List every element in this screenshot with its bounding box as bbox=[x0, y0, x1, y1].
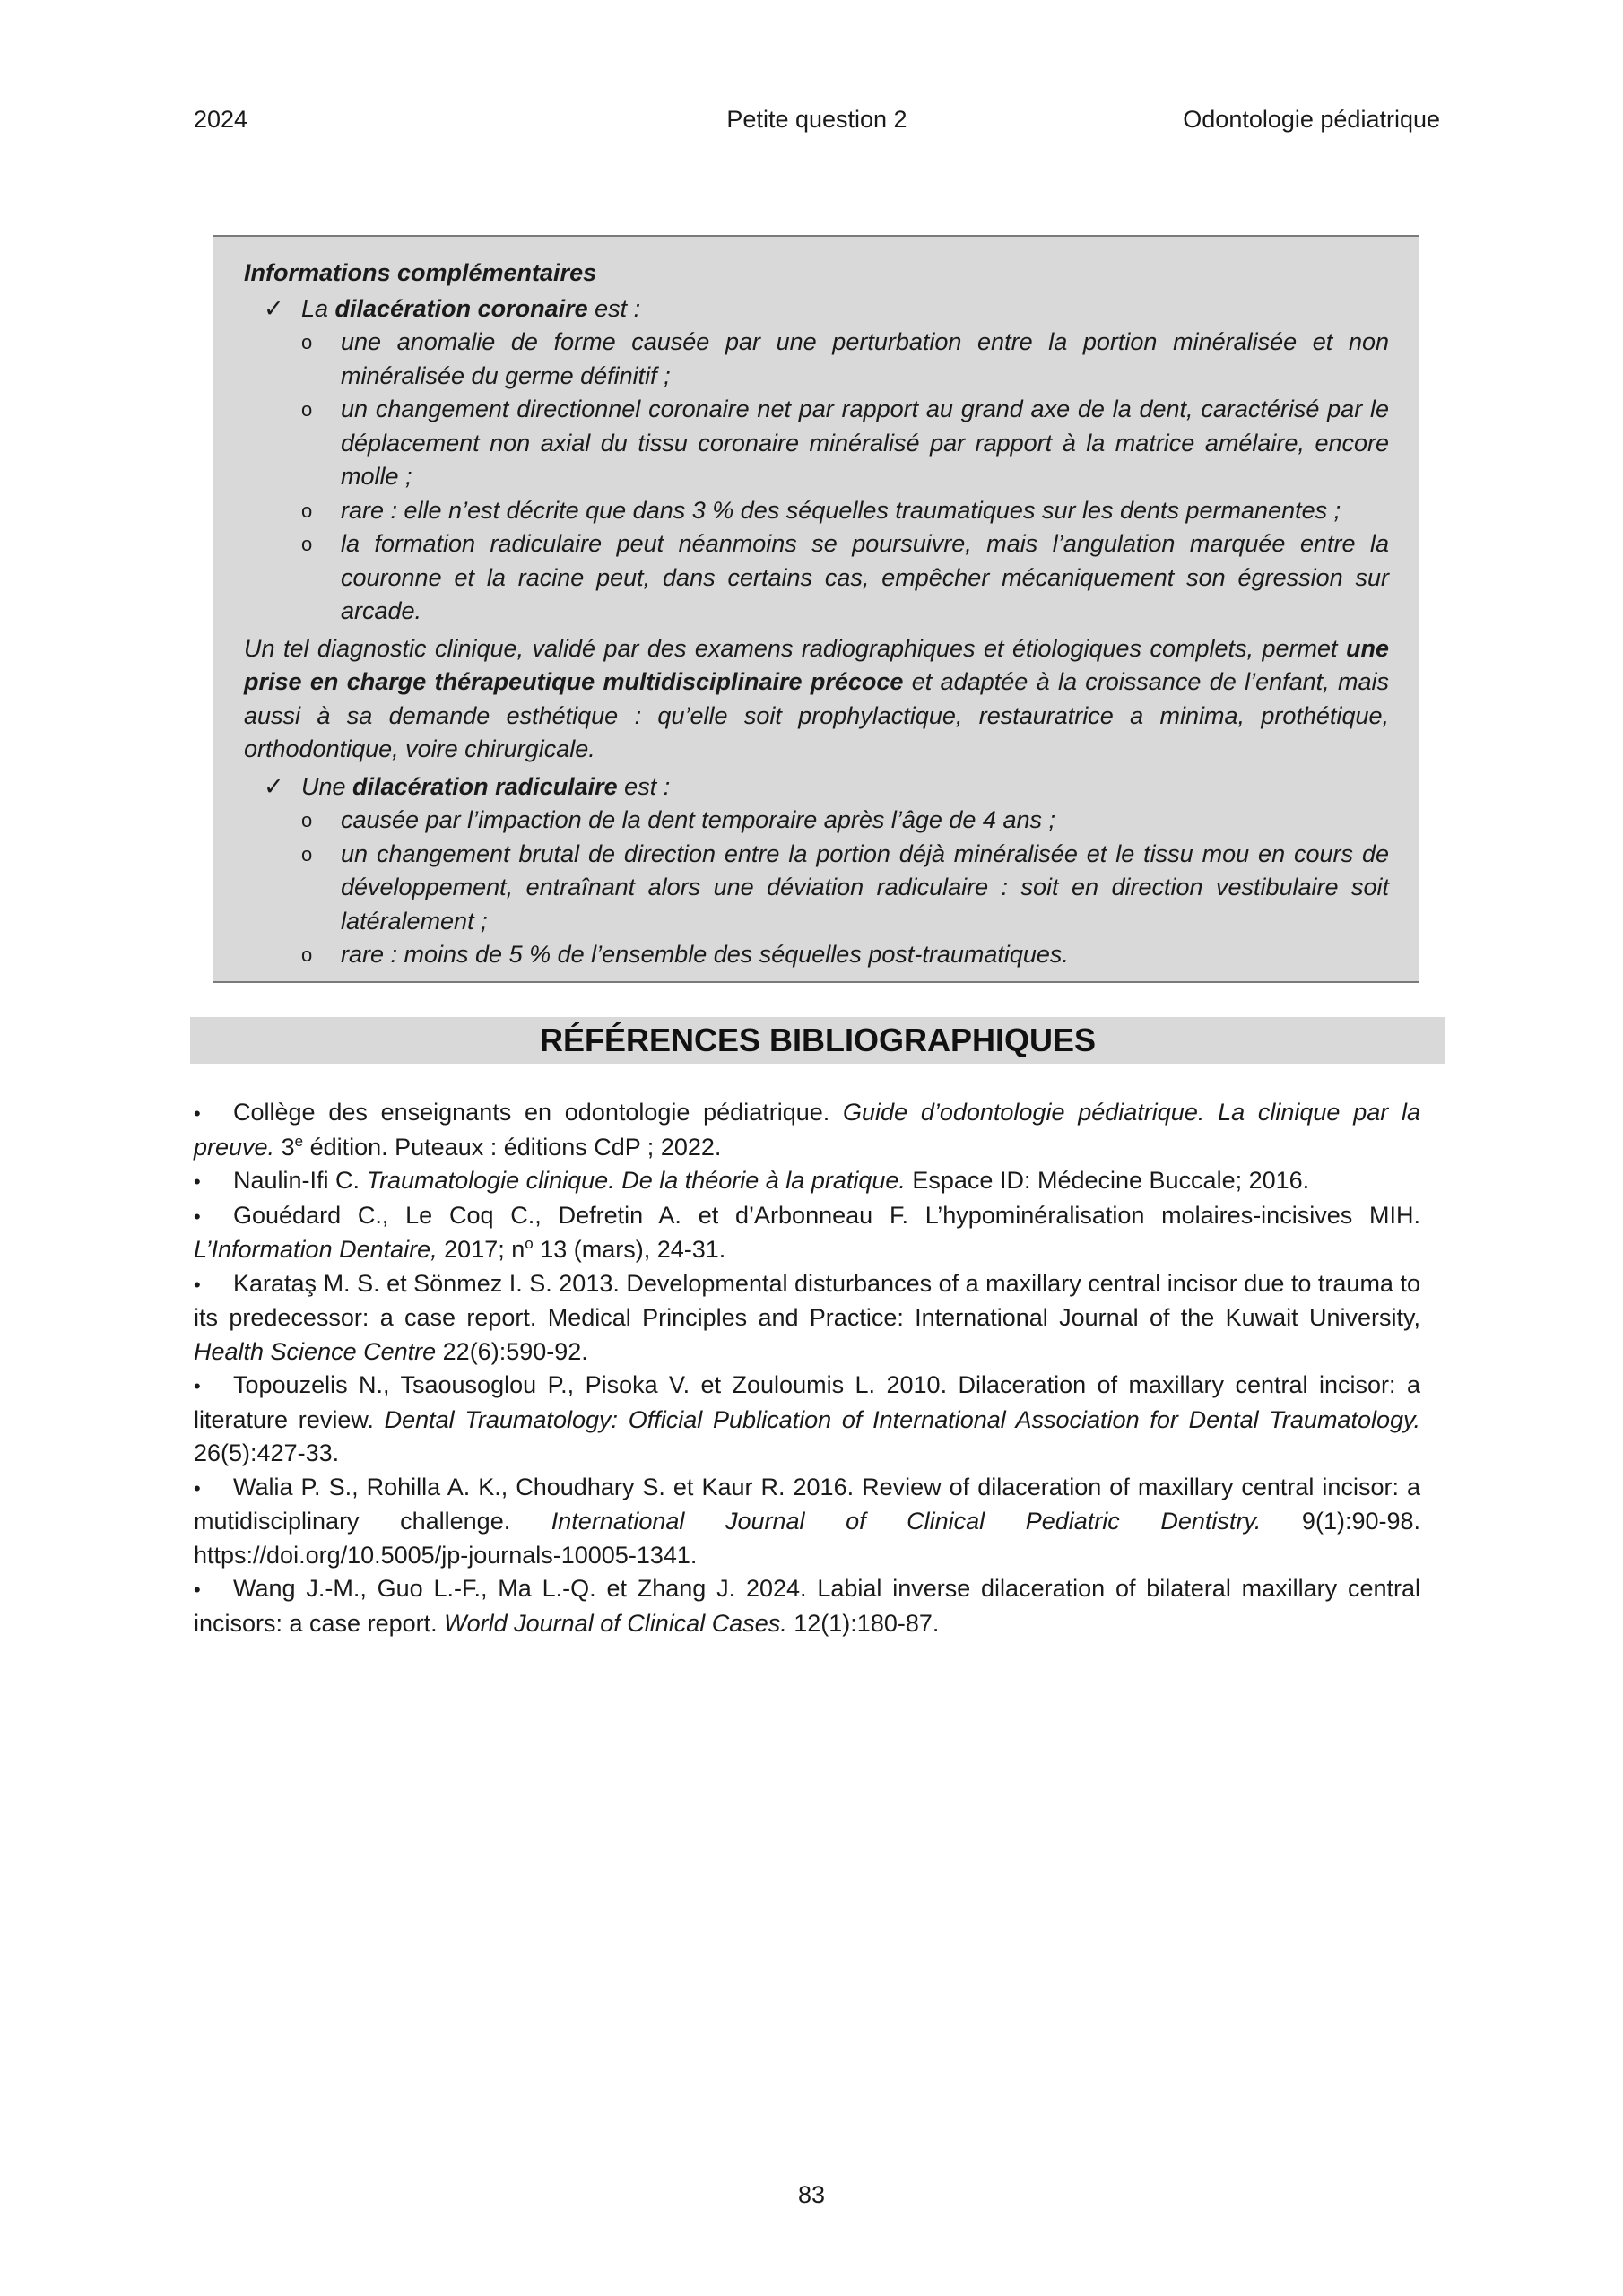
radiculaire-list bbox=[244, 804, 1389, 972]
bullet-icon: • bbox=[194, 1578, 201, 1601]
bullet-icon: • bbox=[194, 1170, 201, 1193]
circle-bullet-icon: o bbox=[301, 331, 313, 353]
checkmark-icon: ✓ bbox=[264, 772, 284, 800]
reference-item: • Karataş M. S. et Sönmez I. S. 2013. Developmental disturbances of a maxillary central incisor due to trauma to its predecessor: a case report. Medical Principles and Practice: International Journal of the Kuwait University, Health Science Centre 22(6):590-92. bbox=[194, 1269, 1420, 1365]
info-box bbox=[213, 235, 1419, 983]
circle-bullet-icon: o bbox=[301, 809, 313, 831]
reference-item: • Wang J.-M., Guo L.-F., Ma L.-Q. et Zhang J. 2024. Labial inverse dilaceration of bilateral maxillary central incisors: a case report. World Journal of Clinical Cases. 12(1):180-87. bbox=[194, 1575, 1420, 1637]
diagnostic-paragraph: Un tel diagnostic clinique, validé par des examens radiographiques et étiologiques complets, permet une prise en charge thérapeutique multidisciplinaire précoce et adaptée à la croissance de l’enfant, mais aussi à sa demande esthétique : qu’elle soit prophylactique, restauratrice a minima, prothétique, orthodontique, voire chirurgicale. bbox=[244, 634, 1389, 762]
references-heading: RÉFÉRENCES BIBLIOGRAPHIQUES bbox=[190, 1017, 1445, 1064]
circle-bullet-icon: o bbox=[301, 533, 313, 555]
list-item: o un changement directionnel coronaire net par rapport au grand axe de la dent, caractérisé par le déplacement non axial du tissu coronaire minéralisé par rapport à la matrice amélaire, encore molle ; bbox=[244, 393, 1389, 494]
coronaire-list bbox=[244, 326, 1389, 629]
list-item: o un changement brutal de direction entre la portion déjà minéralisée et le tissu mou en cours de développement, entraînant alors une déviation radiculaire : soit en direction vestibulaire soit latéralement ; bbox=[244, 838, 1389, 939]
circle-bullet-icon: o bbox=[301, 499, 313, 522]
bullet-icon: • bbox=[194, 1102, 201, 1125]
reference-item: • Collège des enseignants en odontologie pédiatrique. Guide d’odontologie pédiatrique. La clinique par la preuve. 3e édition. Puteaux : éditions CdP ; 2022. bbox=[194, 1099, 1421, 1161]
radiculaire-heading: ✓ Une dilacération radiculaire est : bbox=[244, 770, 1389, 804]
header-year: 2024 bbox=[194, 106, 248, 133]
page-header bbox=[194, 106, 1440, 142]
list-item: o la formation radiculaire peut néanmoins se poursuivre, mais l’angulation marquée entre la couronne et la racine peut, dans certains cas, empêcher mécaniquement son égression sur arcade. bbox=[244, 527, 1389, 629]
header-section: Petite question 2 bbox=[726, 106, 907, 133]
reference-item: • Walia P. S., Rohilla A. K., Choudhary S. et Kaur R. 2016. Review of dilaceration of maxillary central incisor: a mutidisciplinary challenge. International Journal of Clinical Pediatric Dentistry. 9(1):90-98. https://doi.org/10.5005/jp-journals-10005-1341. bbox=[194, 1473, 1421, 1569]
circle-bullet-icon: o bbox=[301, 842, 313, 865]
list-item: o une anomalie de forme causée par une perturbation entre la portion minéralisée et non minéralisée du germe définitif ; bbox=[244, 326, 1389, 393]
header-subject: Odontologie pédiatrique bbox=[1183, 106, 1440, 133]
reference-item: • Topouzelis N., Tsaousoglou P., Pisoka V. et Zouloumis L. 2010. Dilaceration of maxillary central incisor: a literature review. Dental Traumatology: Official Publication of International Association for Dental Traumatology. 26(5):427-33. bbox=[194, 1371, 1420, 1466]
checkmark-icon: ✓ bbox=[264, 294, 284, 322]
bullet-icon: • bbox=[194, 1375, 201, 1397]
bullet-icon: • bbox=[194, 1476, 201, 1500]
references-list bbox=[194, 1096, 1420, 1640]
coronaire-heading: ✓ La dilacération coronaire est : bbox=[244, 292, 1389, 326]
list-item: o rare : moins de 5 % de l’ensemble des séquelles post-traumatiques. bbox=[244, 938, 1389, 972]
list-item: o rare : elle n’est décrite que dans 3 % des séquelles traumatiques sur les dents permanentes ; bbox=[244, 494, 1389, 528]
circle-bullet-icon: o bbox=[301, 944, 313, 966]
reference-item: • Gouédard C., Le Coq C., Defretin A. et d’Arbonneau F. L’hypominéralisation molaires-incisives MIH. L’Information Dentaire, 2017; $n^o$ 13 (mars), 24-31. bbox=[194, 1201, 1420, 1263]
bullet-icon: • bbox=[194, 1205, 201, 1228]
bullet-icon: • bbox=[194, 1273, 201, 1296]
circle-bullet-icon: o bbox=[301, 398, 313, 421]
reference-item: • Naulin-Ifi C. Traumatologie clinique. De la théorie à la pratique. Espace ID: Médecine Buccale; 2016. bbox=[194, 1164, 1420, 1199]
page-number: 83 bbox=[797, 2181, 826, 2208]
list-item: o causée par l’impaction de la dent temporaire après l’âge de 4 ans ; bbox=[244, 804, 1389, 838]
info-box-title: Informations complémentaires bbox=[244, 259, 597, 286]
